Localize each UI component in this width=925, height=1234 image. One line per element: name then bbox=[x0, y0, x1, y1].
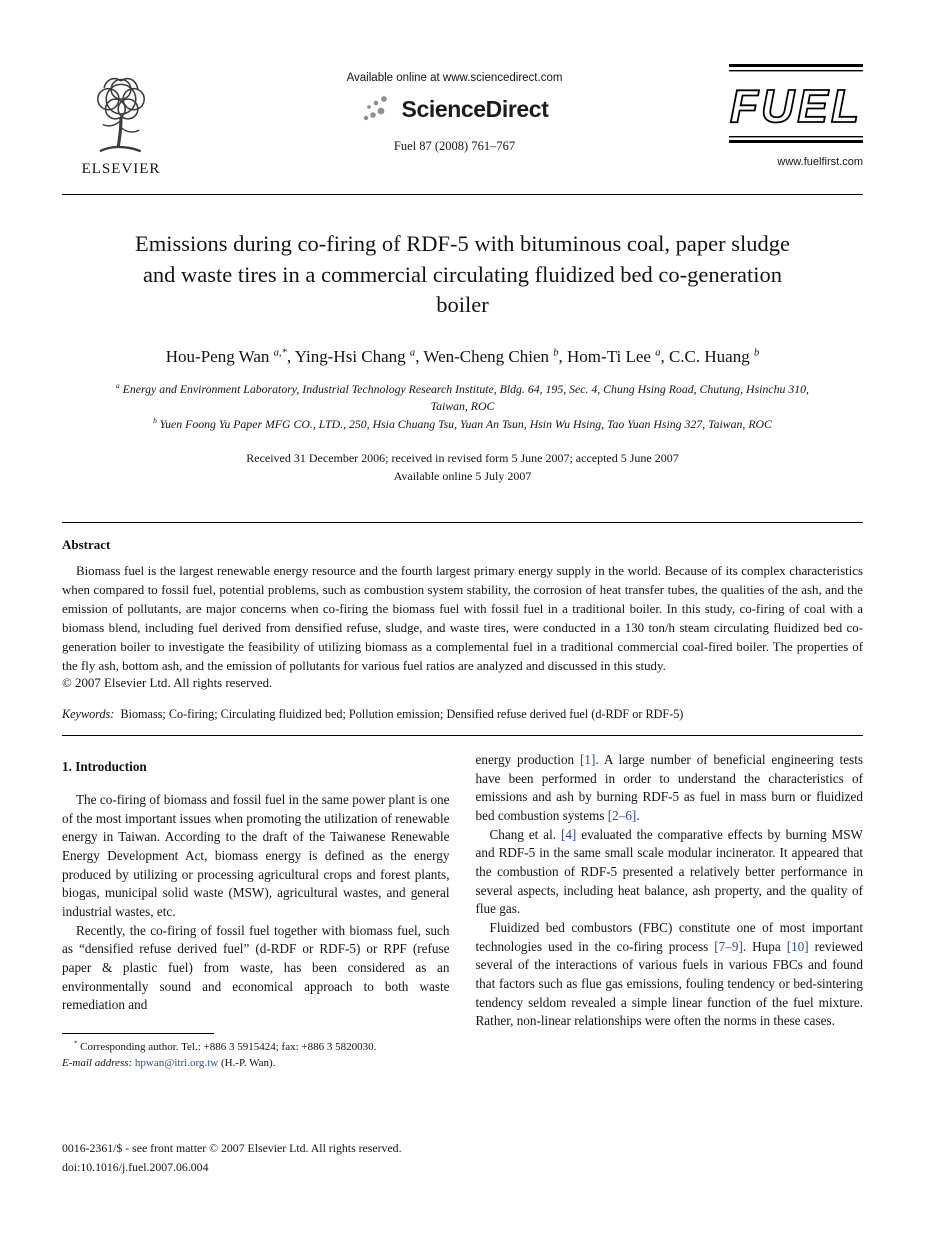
elsevier-wordmark: ELSEVIER bbox=[81, 161, 161, 177]
body-paragraph: The co-firing of biomass and fossil fuel in the same power plant is one of the most important issues when promoting the utilization of renewable energy in Taiwan. According to the draft of the Taiwanese Renewable Energy Development Act, biomass energy is defined as the energy produced by utilizing or processing agricultural crops and forest plants, biogas, municipal solid waste (MSW), agricultural wastes, and general industrial wastes, etc. bbox=[62, 791, 450, 919]
sciencedirect-block bbox=[180, 64, 729, 154]
received-dates: Received 31 December 2006; received in revised form 5 June 2007; accepted 5 June 2007 bbox=[246, 450, 679, 465]
inline-link[interactable]: [4] bbox=[560, 826, 577, 842]
body-paragraph: energy production [1]. A large number of beneficial engineering tests have been performed in order to understand the characteristics of emissions and ash by burning RDF-5 as fuel in mass burn or fluidized bed combustion systems [2–6]. bbox=[475, 751, 863, 823]
right-column bbox=[476, 751, 864, 1072]
available-online-text: Available online at www.sciencedirect.com bbox=[346, 72, 563, 84]
page-header bbox=[62, 0, 863, 178]
front-matter-line: 0016-2361/$ - see front matter © 2007 Elsevier Ltd. All rights reserved. bbox=[62, 1141, 402, 1156]
available-online-date: Available online 5 July 2007 bbox=[393, 469, 532, 484]
abstract-text: Biomass fuel is the largest renewable energy resource and the fourth largest primary energy supply in the world. Because of its complex characteristics when compared to fossil fuel, potential problems, such as combustion system stability, the corrosion of heat transfer tubes, the qualities of the ash, and the emission of pollutants, are major concerns when co-firing the biomass fuel with fossil fuel in a traditional boiler. In this study, co-firing of coal with a biomass blend, including fuel derived from densified refuse, sludge, and waste tires, were conducted in a 130 ton/h steam circulating fluidized bed co-generation boiler to investigate the feasibility of utilizing biomass as a complemental fuel in a traditional commercial coal-fired boiler. The properties of the fly ash, bottom ash, and the emission of pollutants for various fuel ratios are analyzed and discussed in this study. bbox=[62, 564, 863, 673]
footnote-email-line: E-mail address: hpwan@itri.org.tw (H.-P. Wan). bbox=[62, 1057, 276, 1070]
author-list: Hou-Peng Wan $^{a,*}$, Ying-Hsi Chang $^a$, Wen-Cheng Chien $^b$, Hom-Ti Lee $^a$, C.C. Huang $^b$ bbox=[165, 346, 760, 366]
footnote-divider bbox=[62, 1033, 214, 1034]
elsevier-tree-icon bbox=[78, 64, 164, 154]
left-column bbox=[62, 751, 450, 1072]
inline-link[interactable]: hpwan@itri.org.tw bbox=[134, 1057, 219, 1070]
abstract-divider-top bbox=[62, 522, 863, 523]
inline-link[interactable]: [7–9] bbox=[714, 938, 743, 954]
imprint-footer bbox=[62, 1139, 402, 1176]
elsevier-logo-block bbox=[62, 64, 180, 178]
sciencedirect-wordmark: ScienceDirect bbox=[401, 95, 549, 122]
article-title: Emissions during co-firing of RDF-5 with bituminous coal, paper sludge and waste tires in a commercial circulating fluidized bed co-generation boiler bbox=[135, 231, 790, 318]
abstract-copyright: © 2007 Elsevier Ltd. All rights reserved. bbox=[62, 675, 273, 690]
article-history bbox=[62, 449, 863, 486]
sciencedirect-dots-icon bbox=[361, 94, 395, 124]
fuel-journal-logo bbox=[729, 64, 863, 146]
fuel-journal-site-link[interactable]: www.fuelfirst.com bbox=[777, 156, 863, 168]
fuel-logo-block bbox=[729, 64, 863, 168]
corresponding-author-footnote bbox=[62, 1033, 450, 1072]
body-paragraph: Fluidized bed combustors (FBC) constitute one of most important technologies used in the co-firing process [7–9]. Hupa [10] reviewed several of the interactions of various fuels in various FBCs and found that factors such as flue gas emissions, fouling tendency or bed-sintering tendency seldom revealed a simple linear function of the fuel mixture. Rather, non-linear relationships were often the norms in these cases. bbox=[475, 919, 863, 1029]
section-heading-introduction: 1. Introduction bbox=[62, 758, 147, 774]
body-columns bbox=[62, 751, 863, 1072]
sciencedirect-logo bbox=[180, 94, 729, 124]
body-paragraph: Recently, the co-firing of fossil fuel together with biomass fuel, such as “densified refuse derived fuel” (d-RDF or RDF-5) or RPF (refuse paper & plastic fuel) from waste, has been considered as an environmentally sound and economical approach to both waste remediation and bbox=[62, 922, 450, 1013]
inline-link[interactable]: [2–6] bbox=[607, 807, 637, 823]
inline-link[interactable]: [10] bbox=[786, 938, 809, 954]
affiliation-b: $^b$ Yuen Foong Yu Paper MFG CO., LTD., 250, Hsia Chuang Tsu, Yuan An Tsun, Hsin Wu Hsing, Tao Yuan Hsing 327, Taiwan, ROC bbox=[153, 416, 772, 432]
header-divider bbox=[62, 194, 863, 195]
body-paragraph: Chang et al. [4] evaluated the comparative effects by burning MSW and RDF-5 in the same small scale modular incinerator. It appeared that the combustion of RDF-5 presented a relatively better performance in several aspects, including heat balance, ash property, and the quality of flue gas. bbox=[475, 826, 863, 917]
footnote-line: * Corresponding author. Tel.: +886 3 5915424; fax: +886 3 5820030. bbox=[74, 1040, 377, 1053]
svg-text:FUEL: FUEL bbox=[729, 80, 863, 132]
abstract-heading: Abstract bbox=[62, 537, 111, 553]
doi-line: doi:10.1016/j.fuel.2007.06.004 bbox=[62, 1159, 209, 1174]
journal-citation: Fuel 87 (2008) 761–767 bbox=[393, 139, 516, 153]
abstract-divider-bottom bbox=[62, 735, 863, 736]
inline-link[interactable]: [1] bbox=[580, 751, 596, 767]
keywords-line: Keywords: Biomass; Co-firing; Circulating fluidized bed; Pollution emission; Densified refuse derived fuel (d-RDF or RDF-5) bbox=[62, 706, 684, 721]
affiliations bbox=[98, 381, 828, 434]
affiliation-a: $^a$ Energy and Environment Laboratory, Industrial Technology Research Institute, Bldg. 64, 195, Sec. 4, Chung Hsing Road, Chutung, Hsinchu 310, Taiwan, ROC bbox=[116, 380, 809, 414]
